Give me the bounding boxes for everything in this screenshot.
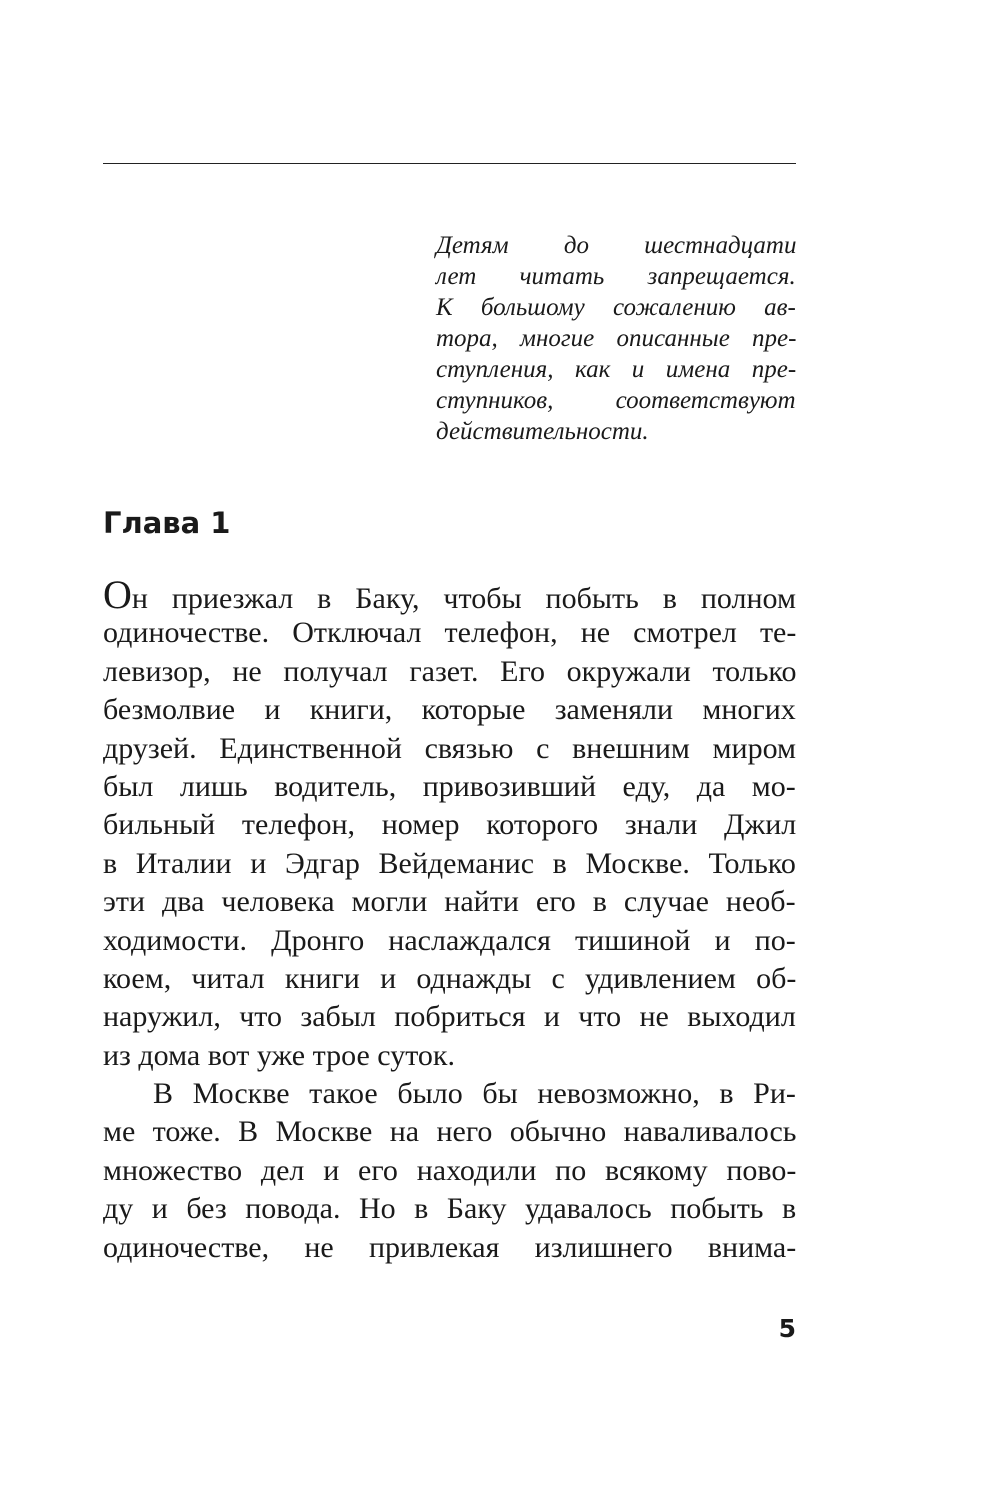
header-rule xyxy=(103,163,796,164)
paragraph-1 xyxy=(103,572,797,1075)
text-line: в Италии и Эдгар Вейдеманис в Москве. Только xyxy=(103,846,796,880)
body-text xyxy=(103,572,797,1267)
text-line: множество дел и его находили по всякому пово- xyxy=(103,1153,797,1187)
text-line: коем, читал книги и однажды с удивлением об- xyxy=(103,961,797,995)
epigraph-line: К большому сожалению ав- xyxy=(436,294,796,321)
text-line: друзей. Единственной связью с внешним миром xyxy=(103,731,797,765)
text-line-content: н приезжал в Баку, чтобы побыть в полном xyxy=(131,582,796,615)
paragraph-2 xyxy=(103,1075,796,1267)
text-line: ду и без повода. Но в Баку удавалось побыть в xyxy=(103,1192,797,1226)
text-line xyxy=(103,572,796,617)
text-line: из дома вот уже трое суток. xyxy=(103,1038,455,1072)
text-line: наружил, что забыл побриться и что не выходил xyxy=(103,1000,796,1034)
text-line: ходимости. Дронго наслаждался тишиной и по- xyxy=(103,923,796,957)
text-line: левизор, не получал газет. Его окружали только xyxy=(103,654,797,688)
epigraph-line: действительности. xyxy=(436,418,649,445)
epigraph xyxy=(436,230,796,447)
text-line: ме тоже. В Москве на него обычно наваливалось xyxy=(103,1115,797,1149)
text-line: был лишь водитель, привозивший еду, да мо- xyxy=(103,769,796,803)
page-number: 5 xyxy=(778,1314,796,1343)
epigraph-line: тора, многие описанные пре- xyxy=(436,325,797,352)
drop-cap: О xyxy=(103,572,132,617)
text-line: В Москве такое было бы невозможно, в Ри- xyxy=(153,1077,796,1111)
text-line: бильный телефон, номер которого знали Джил xyxy=(103,808,797,842)
epigraph-line: ступников, соответствуют xyxy=(436,387,796,414)
epigraph-line: ступления, как и имена пре- xyxy=(436,356,797,383)
text-line: одиночестве, не привлекая излишнего внима- xyxy=(103,1230,797,1264)
epigraph-line: лет читать запрещается. xyxy=(436,263,796,290)
text-line: эти два человека могли найти его в случае необ- xyxy=(103,885,796,919)
text-line: безмолвие и книги, которые заменяли многих xyxy=(103,693,796,727)
chapter-title: Глава 1 xyxy=(103,506,231,540)
epigraph-line: Детям до шестнадцати xyxy=(436,232,797,259)
text-line: одиночестве. Отключал телефон, не смотрел те- xyxy=(103,616,797,650)
